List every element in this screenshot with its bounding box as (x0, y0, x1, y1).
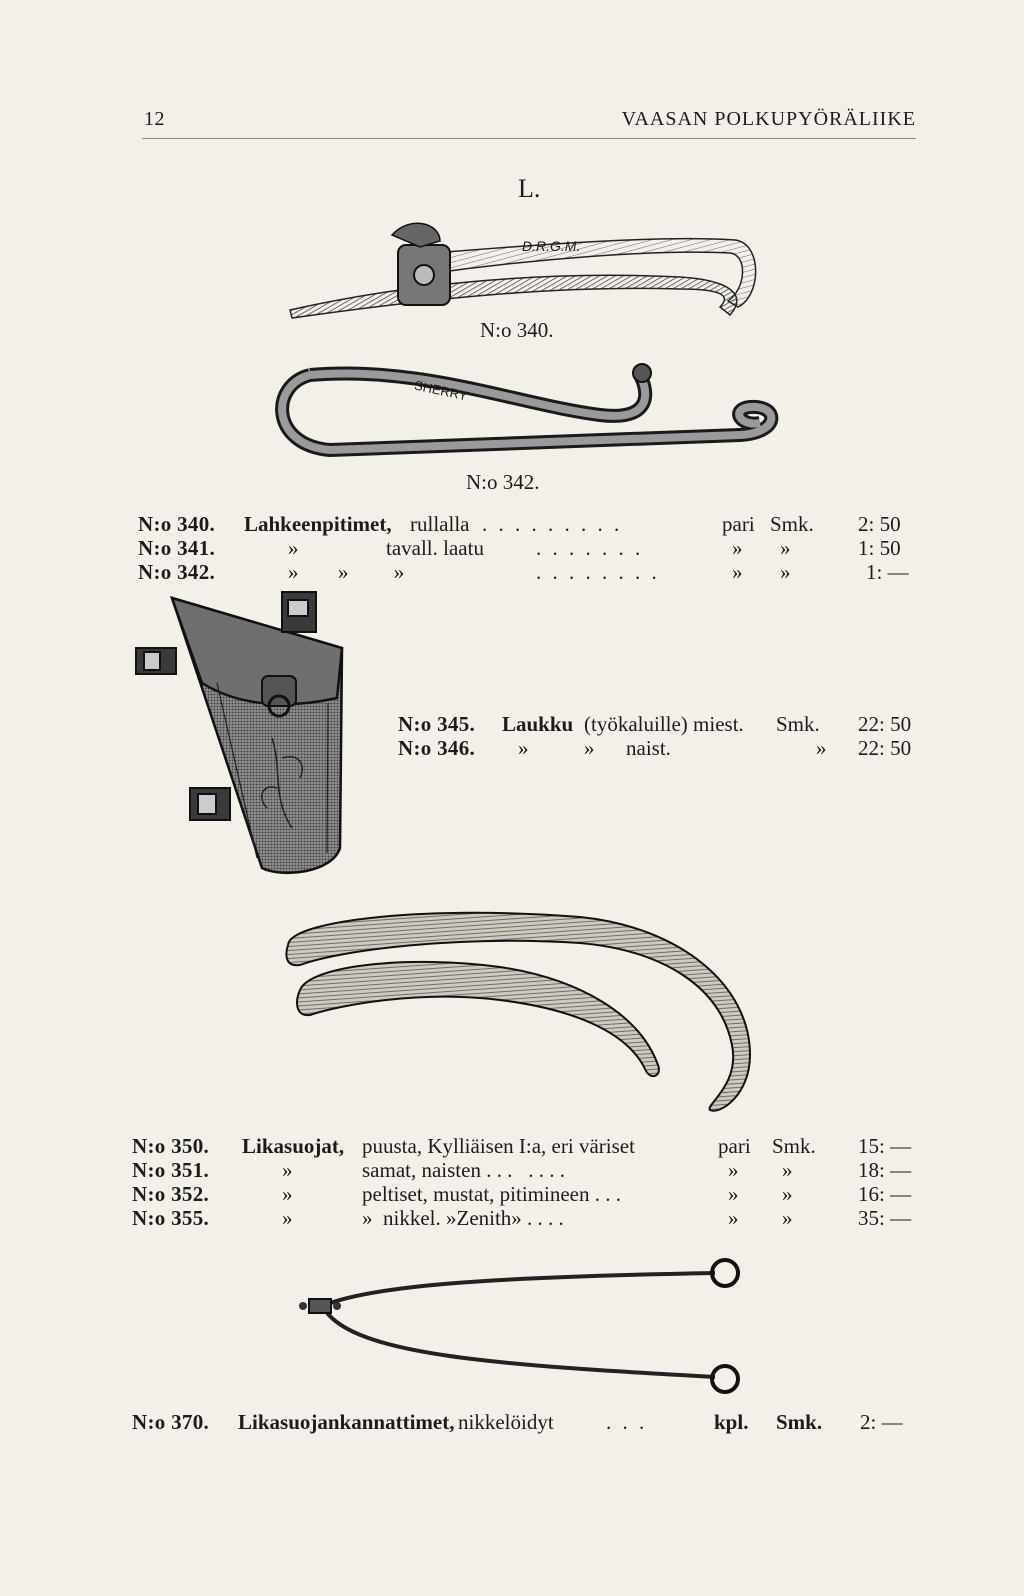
item-price: 18: — (858, 1158, 912, 1182)
item-name: » (288, 560, 299, 584)
item-number: N:o 355. (132, 1206, 210, 1230)
item-number: N:o 370. (132, 1410, 210, 1434)
item-price: 1: 50 (858, 536, 901, 560)
item-number: N:o 341. (138, 536, 216, 560)
item-currency: » (780, 536, 791, 560)
running-title: VAASAN POLKUPYÖRÄLIIKE (621, 108, 916, 130)
item-price: 15: — (858, 1134, 912, 1158)
leader-dots: . . . . . . . . (536, 560, 660, 584)
inscription-340: D.R.G.M. (522, 238, 581, 254)
item-unit: pari (722, 512, 755, 536)
item-price: 22: 50 (858, 712, 912, 736)
item-description: samat, naisten . . . . . . . (362, 1158, 565, 1182)
item-description: tavall. laatu (386, 536, 484, 560)
tool-bag-illustration (132, 588, 352, 888)
item-unit: » (732, 536, 743, 560)
item-description: rullalla (410, 512, 470, 536)
item-name: Laukku (502, 712, 574, 736)
list-item (398, 736, 918, 758)
item-name: Lahkeenpitimet, (244, 512, 392, 536)
item-number: N:o 342. (138, 560, 216, 584)
item-number: N:o 346. (398, 736, 476, 760)
item-name: » (282, 1206, 293, 1230)
leader-dots: . . . (606, 1410, 648, 1434)
item-name: Likasuojankannattimet, (238, 1410, 455, 1434)
list-item (398, 712, 918, 734)
mudguard-stays-illustration (295, 1255, 755, 1405)
inscription-342: SHERRY (413, 377, 469, 404)
leader-dots: . . . . . . . (536, 536, 644, 560)
item-currency: » (780, 560, 791, 584)
figure-label-342: N:o 342. (466, 470, 540, 494)
list-item (132, 1410, 922, 1432)
list-item (138, 560, 918, 582)
figure-label-340: N:o 340. (480, 318, 554, 342)
item-price: 22: 50 (858, 736, 912, 760)
item-currency: Smk. (772, 1134, 816, 1158)
item-name: » (282, 1158, 293, 1182)
item-number: N:o 345. (398, 712, 476, 736)
item-description: nikkelöidyt (458, 1410, 554, 1434)
list-item (132, 1182, 922, 1204)
item-price: 35: — (858, 1206, 912, 1230)
item-unit: » (728, 1158, 739, 1182)
item-description: peltiset, mustat, pitimineen . . . (362, 1182, 621, 1206)
item-currency: Smk. (776, 712, 820, 736)
item-name: » (518, 736, 529, 760)
item-number: N:o 352. (132, 1182, 210, 1206)
item-unit: » (728, 1206, 739, 1230)
item-number: N:o 351. (132, 1158, 210, 1182)
item-description: puusta, Kylliäisen I:a, eri väriset (362, 1134, 635, 1158)
item-price: 16: — (858, 1182, 912, 1206)
list-item (132, 1134, 922, 1156)
item-currency: » (782, 1182, 793, 1206)
item-number: N:o 340. (138, 512, 216, 536)
trouser-clip-illustration-340 (280, 215, 770, 330)
mudguards-illustration (280, 905, 780, 1125)
list-item (132, 1206, 922, 1228)
page-number: 12 (144, 108, 165, 130)
item-currency: Smk. (770, 512, 814, 536)
item-currency: » (782, 1206, 793, 1230)
item-description: » nikkel. »Zenith» . . . . (362, 1206, 564, 1230)
item-unit: » (732, 560, 743, 584)
trouser-clip-illustration-342 (270, 355, 790, 465)
page-header (142, 104, 916, 139)
list-item (132, 1158, 922, 1180)
item-unit: pari (718, 1134, 751, 1158)
item-price: 1: — (866, 560, 909, 584)
list-item (138, 512, 918, 534)
section-letter: L. (518, 174, 541, 203)
item-price: 2: — (860, 1410, 903, 1434)
item-description: (työkaluille) miest. (584, 712, 744, 736)
item-currency: Smk. (776, 1410, 823, 1434)
item-unit: kpl. (714, 1410, 749, 1434)
list-item (138, 536, 918, 558)
item-description: » » (338, 560, 405, 584)
leader-dots: . . . . . . . . . (482, 512, 623, 536)
item-currency: » (782, 1158, 793, 1182)
item-name: » (288, 536, 299, 560)
item-unit: » (728, 1182, 739, 1206)
item-price: 2: 50 (858, 512, 901, 536)
item-number: N:o 350. (132, 1134, 210, 1158)
item-name: Likasuojat, (242, 1134, 345, 1158)
item-name: » (282, 1182, 293, 1206)
item-currency: » (816, 736, 827, 760)
item-description: » naist. (584, 736, 671, 760)
